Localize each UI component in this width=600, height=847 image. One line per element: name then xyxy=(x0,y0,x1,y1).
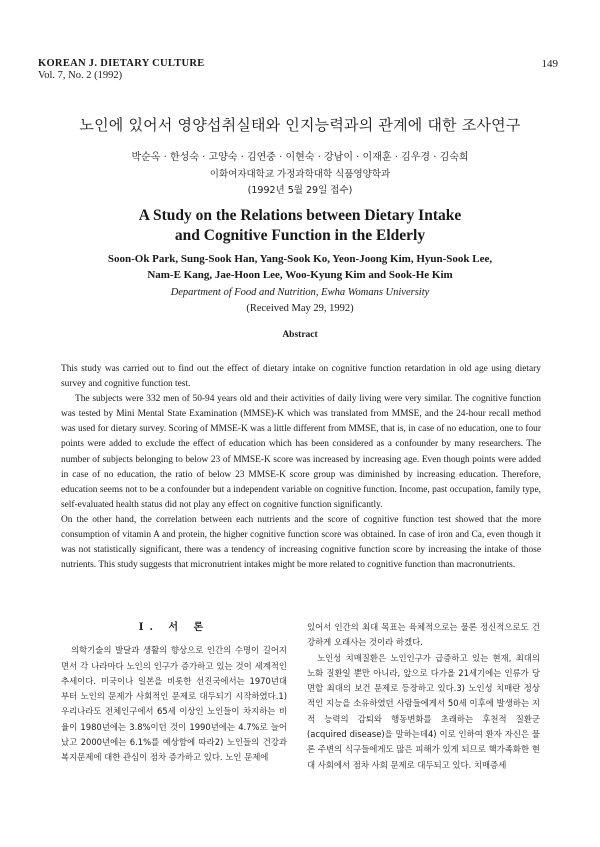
korean-received-date: (1992년 5월 29일 접수) xyxy=(247,185,353,196)
body-left-column xyxy=(61,620,287,766)
journal-name: KOREAN J. DIETARY CULTURE xyxy=(38,58,205,69)
page-number: 149 xyxy=(541,58,558,70)
abstract-paragraph: On the other hand, the correlation between each nutrients and the score of cognitive function test showed that the more consumption of vitamin A and protein, the higher cognitive function score was obtained. In case of iron and Ca, even though it was not statistically significant, there was a tendency of increasing cognitive function score by increasing the intake of those nutrients. This study suggests that micronutrient intakes might be more related to cognitive function than macronutrients. xyxy=(61,514,541,571)
english-affiliation: Department of Food and Nutrition, Ewha Womans University xyxy=(170,287,430,298)
journal-volume: Vol. 7, No. 2 (1992) xyxy=(38,70,123,81)
journal-header xyxy=(38,58,205,82)
english-title-line2: and Cognitive Function in the Elderly xyxy=(174,227,426,244)
body-paragraph: 의학기술의 발달과 생활의 향상으로 인간의 수명이 길어지면서 각 나라마다 노인의 인구가 증가하고 있는 것이 세계적인 추세이다. 미국이나 일본을 비롯한 선진국에서는 1970년대 부터 노인의 문제가 사회적인 문제로 대두되기 시작하였다.1) 우리나라도 전체인구에서 65세 이상인 노인들이 차지하는 비율이 1980년에는 3.8%이던 것이 1990년에는 4.7%로 늘어났고 2000년에는 6.1%를 예상함에 따라2) 노인들의 건강과 복지문제에 대한 관심이 점차 증가하고 있다. 노인 문제에 xyxy=(61,645,287,763)
korean-affiliation: 이화여자대학교 가정과학대학 식품영양학과 xyxy=(209,169,391,180)
section-heading-introduction: I. 서 론 xyxy=(138,622,210,633)
korean-title: 노인에 있어서 영양섭취실태와 인지능력과의 관계에 대한 조사연구 xyxy=(79,116,521,134)
english-authors-line2: Nam-E Kang, Jae-Hoon Lee, Woo-Kyung Kim and Sook-He Kim xyxy=(147,269,453,281)
body-paragraph: 있어서 인간의 최대 목표는 육체적으로는 물론 정신적으로도 건강하게 오래사는 것이라 하겠다. xyxy=(307,622,540,648)
english-title xyxy=(0,206,600,246)
korean-authors: 박순옥 · 한성숙 · 고양숙 · 김연중 · 이현숙 · 강남이 · 이재훈 · 김우경 · 김숙희 xyxy=(131,152,469,163)
abstract-paragraph: The subjects were 332 men of 50-94 years old and their activities of daily living were very similar. The cognitive function was tested by Mini Mental State Examination (MMSE)-K which was translated from MMSE, and the 24-hour recall method was used for dietary survey. Scoring of MMSE-K was a little different from MMSE, that is, in case of no education, one to four points were added to exclude the effect of education which has been considered as a confounder by many researchers. The number of subjects belonging to below 23 of MMSE-K score was increased by increasing age. Even though points were added in case of no education, the ratio of below 23 MMSE-K score group was diminished by increasing education. Therefore, education seems not to be a confounder but a independent variable on cognitive function. Income, past occupation, family type, self-evaluated health status did not play any effect on cognitive function significantly. xyxy=(61,394,541,510)
english-authors-line1: Soon-Ok Park, Sung-Sook Han, Yang-Sook Ko, Yeon-Joong Kim, Hyun-Sook Lee, xyxy=(107,253,493,265)
english-authors xyxy=(0,251,600,283)
abstract-heading: Abstract xyxy=(282,330,318,340)
body-right-column xyxy=(307,620,540,773)
body-paragraph: 노인성 치매질환은 노인인구가 급증하고 있는 현재, 최대의 노화 질환일 뿐만 아니라, 앞으로 다가올 21세기에는 인류가 당면할 최대의 보건 문제로 등장하고 있다.3) 노인성 치매란 정상적인 지능을 소유하였던 사람들에게서 50세 이후에 발생하는 지적 능력의 감퇴와 행동변화를 초래하는 후천적 질환군(acquired disease)을 말하는데4) 이로 인하여 환자 자신은 물론 주변의 식구들에게도 많은 피해가 있게 되므로 핵가족화한 현대 사회에서 점차 사회 문제로 대두되고 있다. 치매증세 xyxy=(307,652,540,770)
english-received-date: (Received May 29, 1992) xyxy=(246,303,354,314)
abstract-body xyxy=(61,362,541,573)
abstract-paragraph: This study was carried out to find out the effect of dietary intake on cognitive function retardation in old age using dietary survey and cognitive function test. xyxy=(61,364,541,390)
english-title-line1: A Study on the Relations between Dietary Intake xyxy=(138,207,462,224)
